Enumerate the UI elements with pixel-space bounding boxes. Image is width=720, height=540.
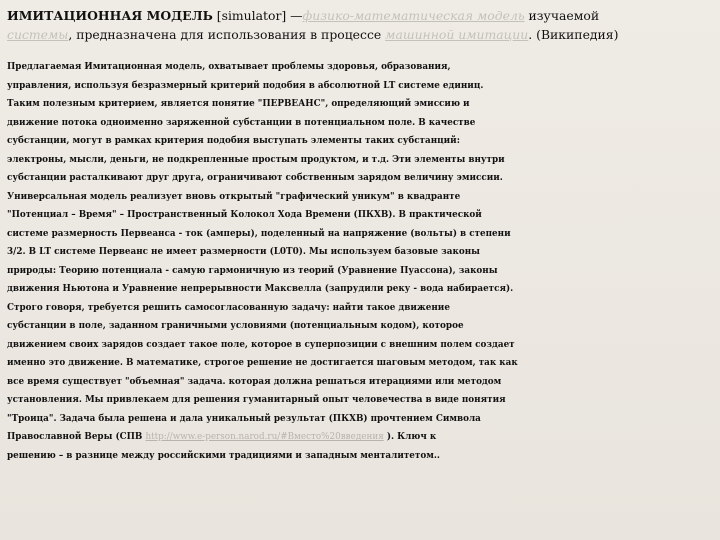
- intro-mid2: , предназначена для использования в процессе: [68, 27, 386, 42]
- text-line: "Троица". Задача была решена и дала уникальный результат (ПКХВ) прочтением Символа: [7, 413, 481, 424]
- intro-term: ИМИТАЦИОННАЯ МОДЕЛЬ: [7, 8, 213, 23]
- main-text-block: [7, 58, 714, 465]
- text-line: именно это движение. В математике, строгое решение не достигается шаговым методом, так как: [7, 358, 518, 368]
- text-line-with-link: [7, 428, 714, 447]
- intro-after-term: [simulator] —: [212, 8, 303, 23]
- text-line: субстанции, могут в рамках критерия подобия выступать элементы таких субстанций:: [7, 136, 460, 146]
- intro-end: . (Википедия): [528, 27, 619, 42]
- text-line: субстанции в поле, заданном граничными условиями (потенциальным кодом), которое: [7, 321, 464, 331]
- intro-link-physmath-model[interactable]: физико-математическая модель: [302, 8, 525, 23]
- intro-mid1: изучаемой: [524, 8, 600, 23]
- intro-link-machine-simulation[interactable]: машинной имитации: [385, 27, 529, 42]
- line21-end: ). Ключ к: [383, 432, 437, 442]
- line21-start: Православной Веры (СПВ: [7, 432, 146, 442]
- text-line: Универсальная модель реализует вновь открытый "графический уникум" в квадранте: [7, 191, 461, 202]
- text-line: решению – в разнице между российскими традициями и западным менталитетом..: [7, 450, 440, 461]
- text-line: природы: Теорию потенциала - самую гармоничную из теорий (Уравнение Пуассона), законы: [7, 265, 498, 276]
- text-line: электроны, мысли, деньги, не подкрепленные простым продуктом, и т.д. Эти элементы внутри: [7, 154, 505, 165]
- text-line: системе размерность Первеанса - ток (амперы), поделенный на напряжение (вольты) в степени: [7, 228, 511, 239]
- e-person-link[interactable]: http://www.e-person.narod.ru/#Вместо%20введения: [145, 432, 384, 442]
- text-line: Строго говоря, требуется решить самосогласованную задачу: найти такое движение: [7, 302, 450, 313]
- text-line: установления. Мы привлекаем для решения гуманитарный опыт человечества в виде понятия: [7, 395, 506, 405]
- text-line: все время существует "объемная" задача. которая должна решаться итерациями или методом: [7, 376, 502, 387]
- text-line: движением своих зарядов создает такое поле, которое в суперпозиции с внешним полем создает: [7, 339, 515, 350]
- text-line: "Потенциал – Время" – Пространственный Колокол Хода Времени (ПКХВ). В практической: [7, 210, 482, 220]
- text-line: 3/2. В LT системе Первеанс не имеет размерности (L0T0). Мы используем базовые законы: [7, 247, 480, 257]
- text-line: движения Ньютона и Уравнение непрерывности Максвелла (запрудили реку - вода набирается).: [7, 284, 514, 294]
- text-line: движение потока одноименно заряженной субстанции в потенциальном поле. В качестве: [7, 117, 476, 128]
- text-line: Предлагаемая Имитационная модель, охватывает проблемы здоровья, образования,: [7, 62, 451, 72]
- text-line: управления, используя безразмерный критерий подобия в абсолютной LT системе единиц.: [7, 80, 484, 91]
- intro-link-systems[interactable]: системы: [7, 27, 69, 42]
- text-line: Таким полезным критерием, является понятие "ПЕРВЕАНС", определяющий эмиссию и: [7, 99, 470, 109]
- text-line: субстанции расталкивают друг друга, ограничивают собственным зарядом величину эмиссии.: [7, 173, 503, 183]
- intro-paragraph: [7, 6, 714, 44]
